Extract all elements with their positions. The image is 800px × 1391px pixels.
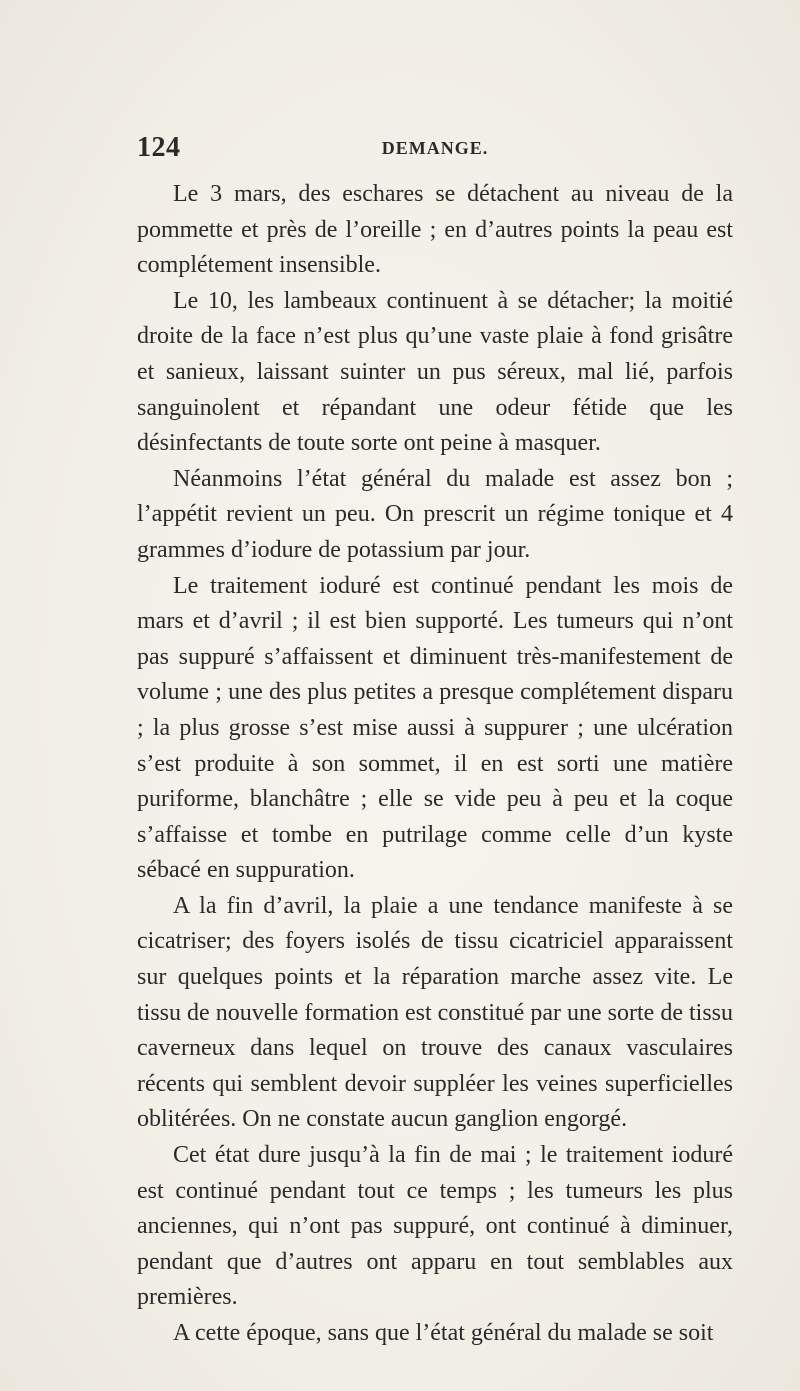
paragraph-1: Le 3 mars, des eschares se détachent au niveau de la pommette et près de l’oreille ; en d’autres points la peau est complétement insensible. — [137, 181, 733, 279]
page-number: 124 — [137, 132, 181, 163]
paragraph-4: Le traitement ioduré est continué pendant les mois de mars et d’avril ; il est bien supporté. Les tumeurs qui n’ont pas suppuré s’affaissent et diminuent très-manifestement de volume ; une des plus petites a presque complétement disparu ; la plus grosse s’est mise aussi à suppurer ; une ulcération s’est produite à son sommet, il en est sorti une matière puriforme, blanchâtre ; elle se vide peu à peu et la coque s’affaisse et tombe en putrilage comme celle d’un kyste sébacé en suppuration. — [137, 572, 733, 884]
body-text — [137, 177, 733, 1352]
paragraph-2: Le 10, les lambeaux continuent à se détacher; la moitié droite de la face n’est plus qu’une vaste plaie à fond grisâtre et sanieux, laissant suinter un pus séreux, mal lié, parfois sanguinolent et répandant une odeur fétide que les désinfectants de toute sorte ont peine à masquer. — [137, 287, 733, 457]
page-header — [137, 132, 733, 172]
paragraph-3: Néanmoins l’état général du malade est assez bon ; l’appétit revient un peu. On prescrit un régime tonique et 4 grammes d’iodure de potassium par jour. — [137, 465, 733, 563]
running-head: DEMANGE. — [381, 138, 489, 158]
paragraph-5: A la fin d’avril, la plaie a une tendance manifeste à se cicatriser; des foyers isolés de tissu cicatriciel apparaissent sur quelques points et la réparation marche assez vite. Le tissu de nouvelle formation est constitué par une sorte de tissu caverneux dans lequel on trouve des canaux vasculaires récents qui semblent devoir suppléer les veines superficielles oblitérées. On ne constate aucun ganglion engorgé. — [137, 892, 733, 1133]
paragraph-7: A cette époque, sans que l’état général du malade se soit — [173, 1320, 714, 1346]
paragraph-6: Cet état dure jusqu’à la fin de mai ; le traitement ioduré est continué pendant tout ce temps ; les tumeurs les plus anciennes, qui n’ont pas suppuré, ont continué à diminuer, pendant que d’autres ont apparu en tout semblables aux premières. — [137, 1142, 733, 1311]
